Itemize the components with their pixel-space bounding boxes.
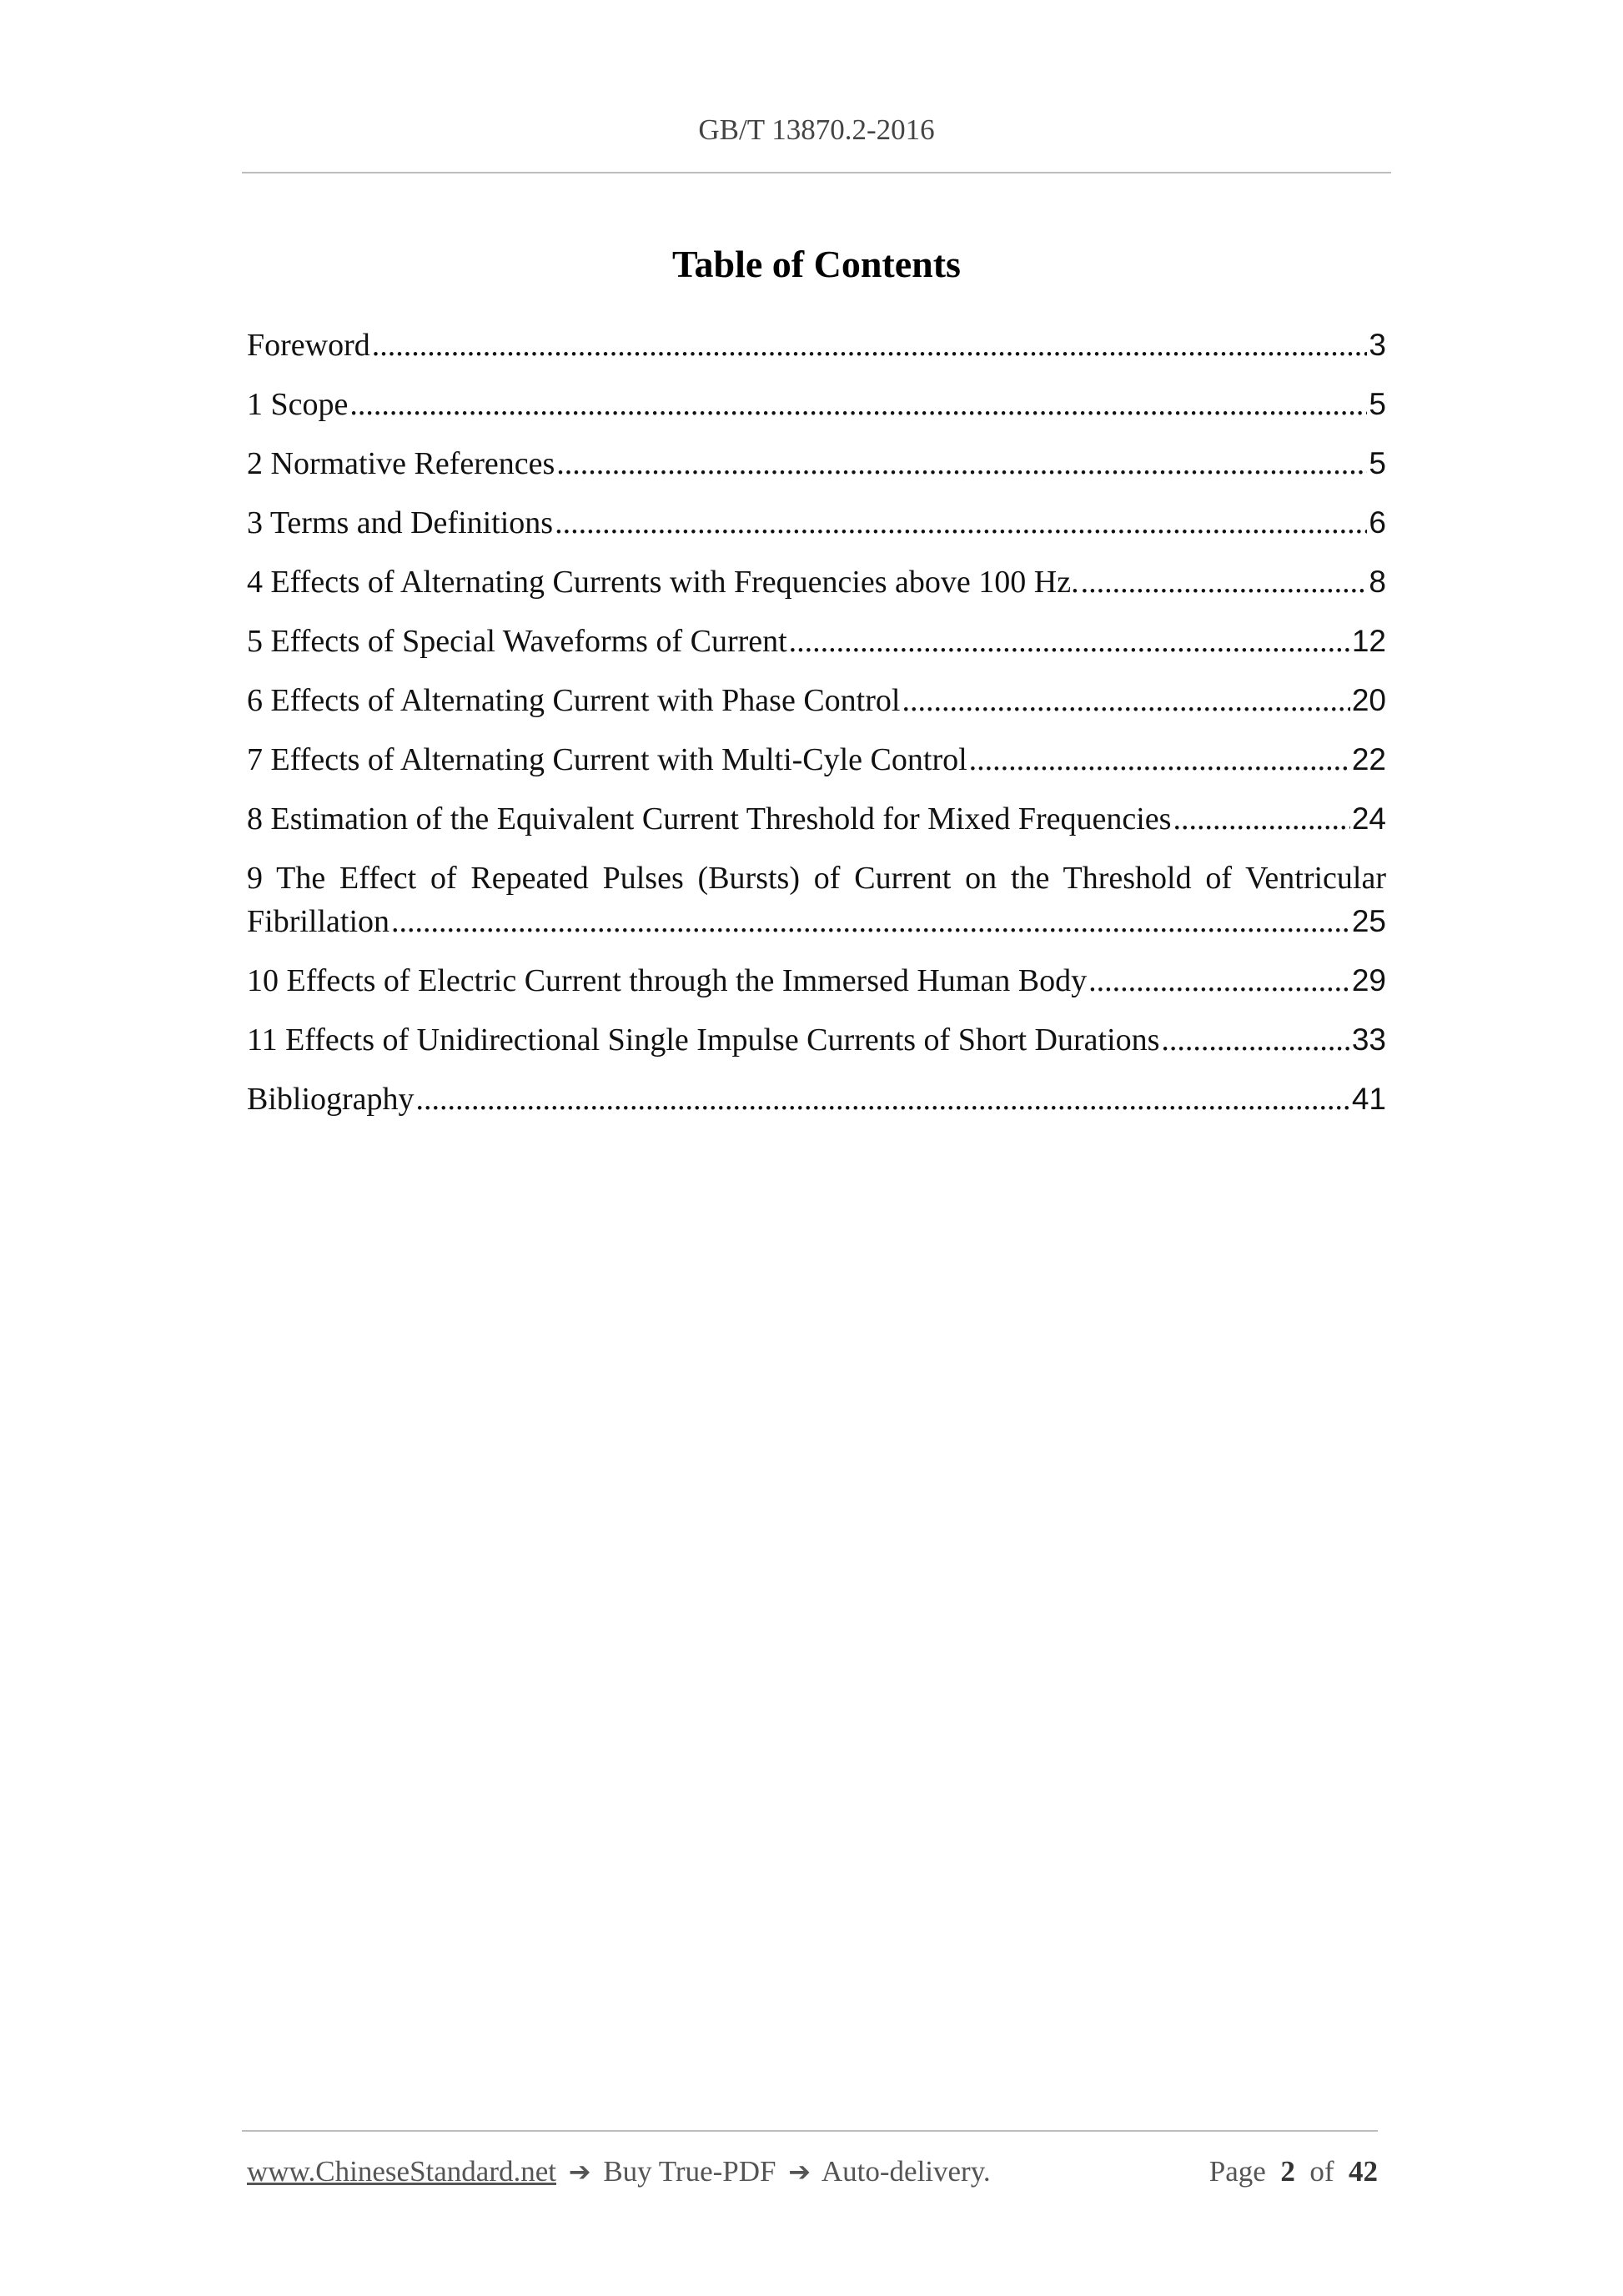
- toc-entry-page: 3: [1369, 328, 1386, 362]
- toc-leader-dots: [1088, 959, 1350, 1002]
- toc-entry-section-8[interactable]: [247, 797, 1386, 841]
- toc-entry-scope[interactable]: [247, 383, 1386, 426]
- toc-entry-page: 6: [1369, 505, 1386, 540]
- toc-entry-section-10[interactable]: [247, 959, 1386, 1002]
- toc-entry-label-line1: 9 The Effect of Repeated Pulses (Bursts) of Current on the Threshold of Ventricular: [247, 861, 1386, 896]
- toc-entry-page: 25: [1351, 904, 1386, 938]
- toc-leader-dots: [349, 383, 1367, 426]
- toc-entry-label: 1 Scope: [247, 387, 349, 422]
- table-of-contents: [247, 324, 1386, 1137]
- page-current: 2: [1280, 2155, 1295, 2188]
- toc-entry-foreword[interactable]: [247, 324, 1386, 367]
- toc-entry-page: 33: [1351, 1022, 1386, 1057]
- toc-entry-page: 22: [1351, 742, 1386, 776]
- toc-entry-label: 6 Effects of Alternating Current with Phase Control: [247, 683, 901, 718]
- toc-leader-dots: [555, 501, 1367, 545]
- footer-divider: [242, 2130, 1378, 2132]
- toc-entry-normative-references[interactable]: [247, 442, 1386, 485]
- website-link[interactable]: www.ChineseStandard.net: [247, 2155, 556, 2188]
- toc-entry-page: 24: [1351, 801, 1386, 836]
- toc-leader-dots: [391, 900, 1350, 943]
- toc-entry-page: 8: [1369, 565, 1386, 599]
- toc-entry-label: 7 Effects of Alternating Current with Multi-Cyle Control: [247, 742, 967, 777]
- toc-entry-page: 29: [1351, 963, 1386, 997]
- toc-entry-section-7[interactable]: [247, 738, 1386, 781]
- toc-entry-label: 11 Effects of Unidirectional Single Impulse Currents of Short Durations: [247, 1022, 1160, 1058]
- toc-entry-label: 10 Effects of Electric Current through the Immersed Human Body: [247, 963, 1088, 998]
- toc-entry-label: 5 Effects of Special Waveforms of Current: [247, 624, 787, 659]
- toc-entry-label-line2: Fibrillation: [247, 904, 389, 939]
- toc-leader-dots: [556, 442, 1367, 485]
- header-divider: [242, 172, 1391, 173]
- toc-leader-dots: [372, 324, 1368, 367]
- toc-entry-label: 8 Estimation of the Equivalent Current Threshold for Mixed Frequencies: [247, 801, 1172, 837]
- toc-entry-label: 2 Normative References: [247, 446, 555, 481]
- arrow-right-icon: ➔: [788, 2156, 812, 2188]
- footer-step-delivery: Auto-delivery.: [821, 2155, 991, 2188]
- toc-leader-dots: [1081, 560, 1368, 604]
- toc-entry-section-11[interactable]: [247, 1018, 1386, 1062]
- toc-leader-dots: [902, 679, 1349, 722]
- toc-title: Table of Contents: [672, 243, 961, 285]
- toc-entry-section-5[interactable]: [247, 620, 1386, 663]
- document-header: GB/T 13870.2-2016: [698, 113, 935, 146]
- toc-entry-section-4[interactable]: [247, 560, 1386, 604]
- toc-entry-page: 5: [1369, 387, 1386, 421]
- toc-entry-page: 5: [1369, 446, 1386, 480]
- toc-entry-label: 3 Terms and Definitions: [247, 505, 554, 540]
- toc-entry-label: Foreword: [247, 328, 370, 363]
- page-number: [1209, 2155, 1378, 2188]
- toc-entry-line2: [247, 900, 1386, 943]
- footer-step-buy: Buy True-PDF: [603, 2155, 776, 2188]
- toc-leader-dots: [416, 1078, 1350, 1121]
- page-footer: [247, 2155, 1378, 2188]
- toc-entry-section-6[interactable]: [247, 679, 1386, 722]
- toc-entry-label: 4 Effects of Alternating Currents with Frequencies above 100 Hz.: [247, 565, 1079, 600]
- toc-leader-dots: [1173, 797, 1349, 841]
- toc-leader-dots: [1161, 1018, 1349, 1062]
- page-total: 42: [1349, 2155, 1378, 2188]
- toc-entry-terms-definitions[interactable]: [247, 501, 1386, 545]
- toc-entry-label: Bibliography: [247, 1082, 415, 1117]
- toc-leader-dots: [789, 620, 1350, 663]
- footer-links: [247, 2155, 991, 2188]
- toc-leader-dots: [969, 738, 1350, 781]
- toc-entry-page: 12: [1351, 624, 1386, 658]
- arrow-right-icon: ➔: [568, 2156, 591, 2188]
- of-word: of: [1309, 2155, 1334, 2188]
- page-word: Page: [1208, 2155, 1266, 2188]
- toc-entry-page: 20: [1351, 683, 1386, 717]
- toc-entry-bibliography[interactable]: [247, 1078, 1386, 1121]
- toc-entry-page: 41: [1351, 1082, 1386, 1116]
- toc-entry-section-9[interactable]: [247, 857, 1386, 943]
